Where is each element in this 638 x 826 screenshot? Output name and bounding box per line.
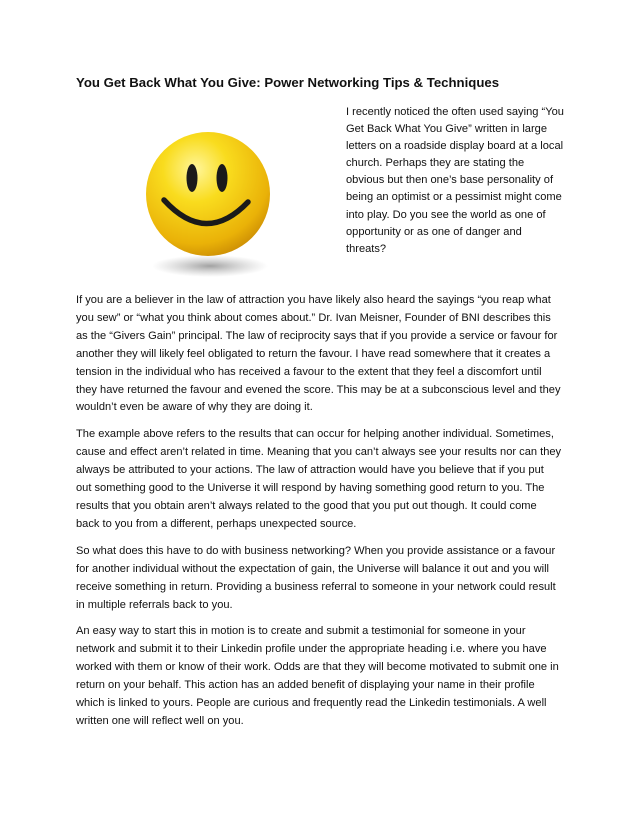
article-body <box>76 292 562 740</box>
intro-text <box>346 104 564 258</box>
body-paragraph-1: If you are a believer in the law of attraction you have likely also heard the sayings “you reap what you sew” or “what you think about comes about.” Dr. Ivan Meisner, Founder of BNI describes this as the “Givers Gain” principal. The law of reciprocity says that if you provide a service or favour for another they will likely feel obligated to return the favour. I have read somewhere that it creates a tension in the individual who has received a favour to the extent that they feel a discomfort until they have returned the favour and evened the score. This may be at a subconscious level and they wouldn’t even be aware of why they are doing it. <box>76 294 561 414</box>
body-paragraph-2: The example above refers to the results that can occur for helping another individual. Sometimes, cause and effect aren’t related in time. Meaning that you can’t always see your results nor can they always be attributed to your actions. The law of attraction would have you believe that if you put out something good to the Universe it will respond by having something good return to you. The results that you obtain aren’t always related to the good that you put out though. It could come back to you from a different, perhaps unexpected source. <box>76 428 562 530</box>
body-paragraph-4: An easy way to start this in motion is to create and submit a testimonial for someone in your network and submit it to their Linkedin profile under the appropriate heading i.e. where you have worked with them or know of their work. Odds are that they will become motivated to submit one in return on your behalf. This action has an added benefit of displaying your name in their profile which is linked to yours. People are curious and frequently read the Linkedin testimonials. A well written one will reflect well on you. <box>76 625 559 727</box>
document-title: You Get Back What You Give: Power Networking Tips & Techniques <box>76 75 500 90</box>
intro-paragraph: I recently noticed the often used saying “You Get Back What You Give” written in large letters on a roadside display board at a local church. Perhaps they are stating the obvious but then one’s base personality of being an optimist or a pessimist might come into play. Do you see the world as one of opportunity or as one of danger and threats? <box>346 106 564 255</box>
body-paragraph-3: So what does this have to do with business networking? When you provide assistance or a favour for another individual without the expectation of gain, the Universe will balance it out and you will receive something in return. Providing a business referral to someone in your network could result in multiple referrals back to you. <box>76 544 556 611</box>
smiley-face-icon <box>138 120 278 280</box>
